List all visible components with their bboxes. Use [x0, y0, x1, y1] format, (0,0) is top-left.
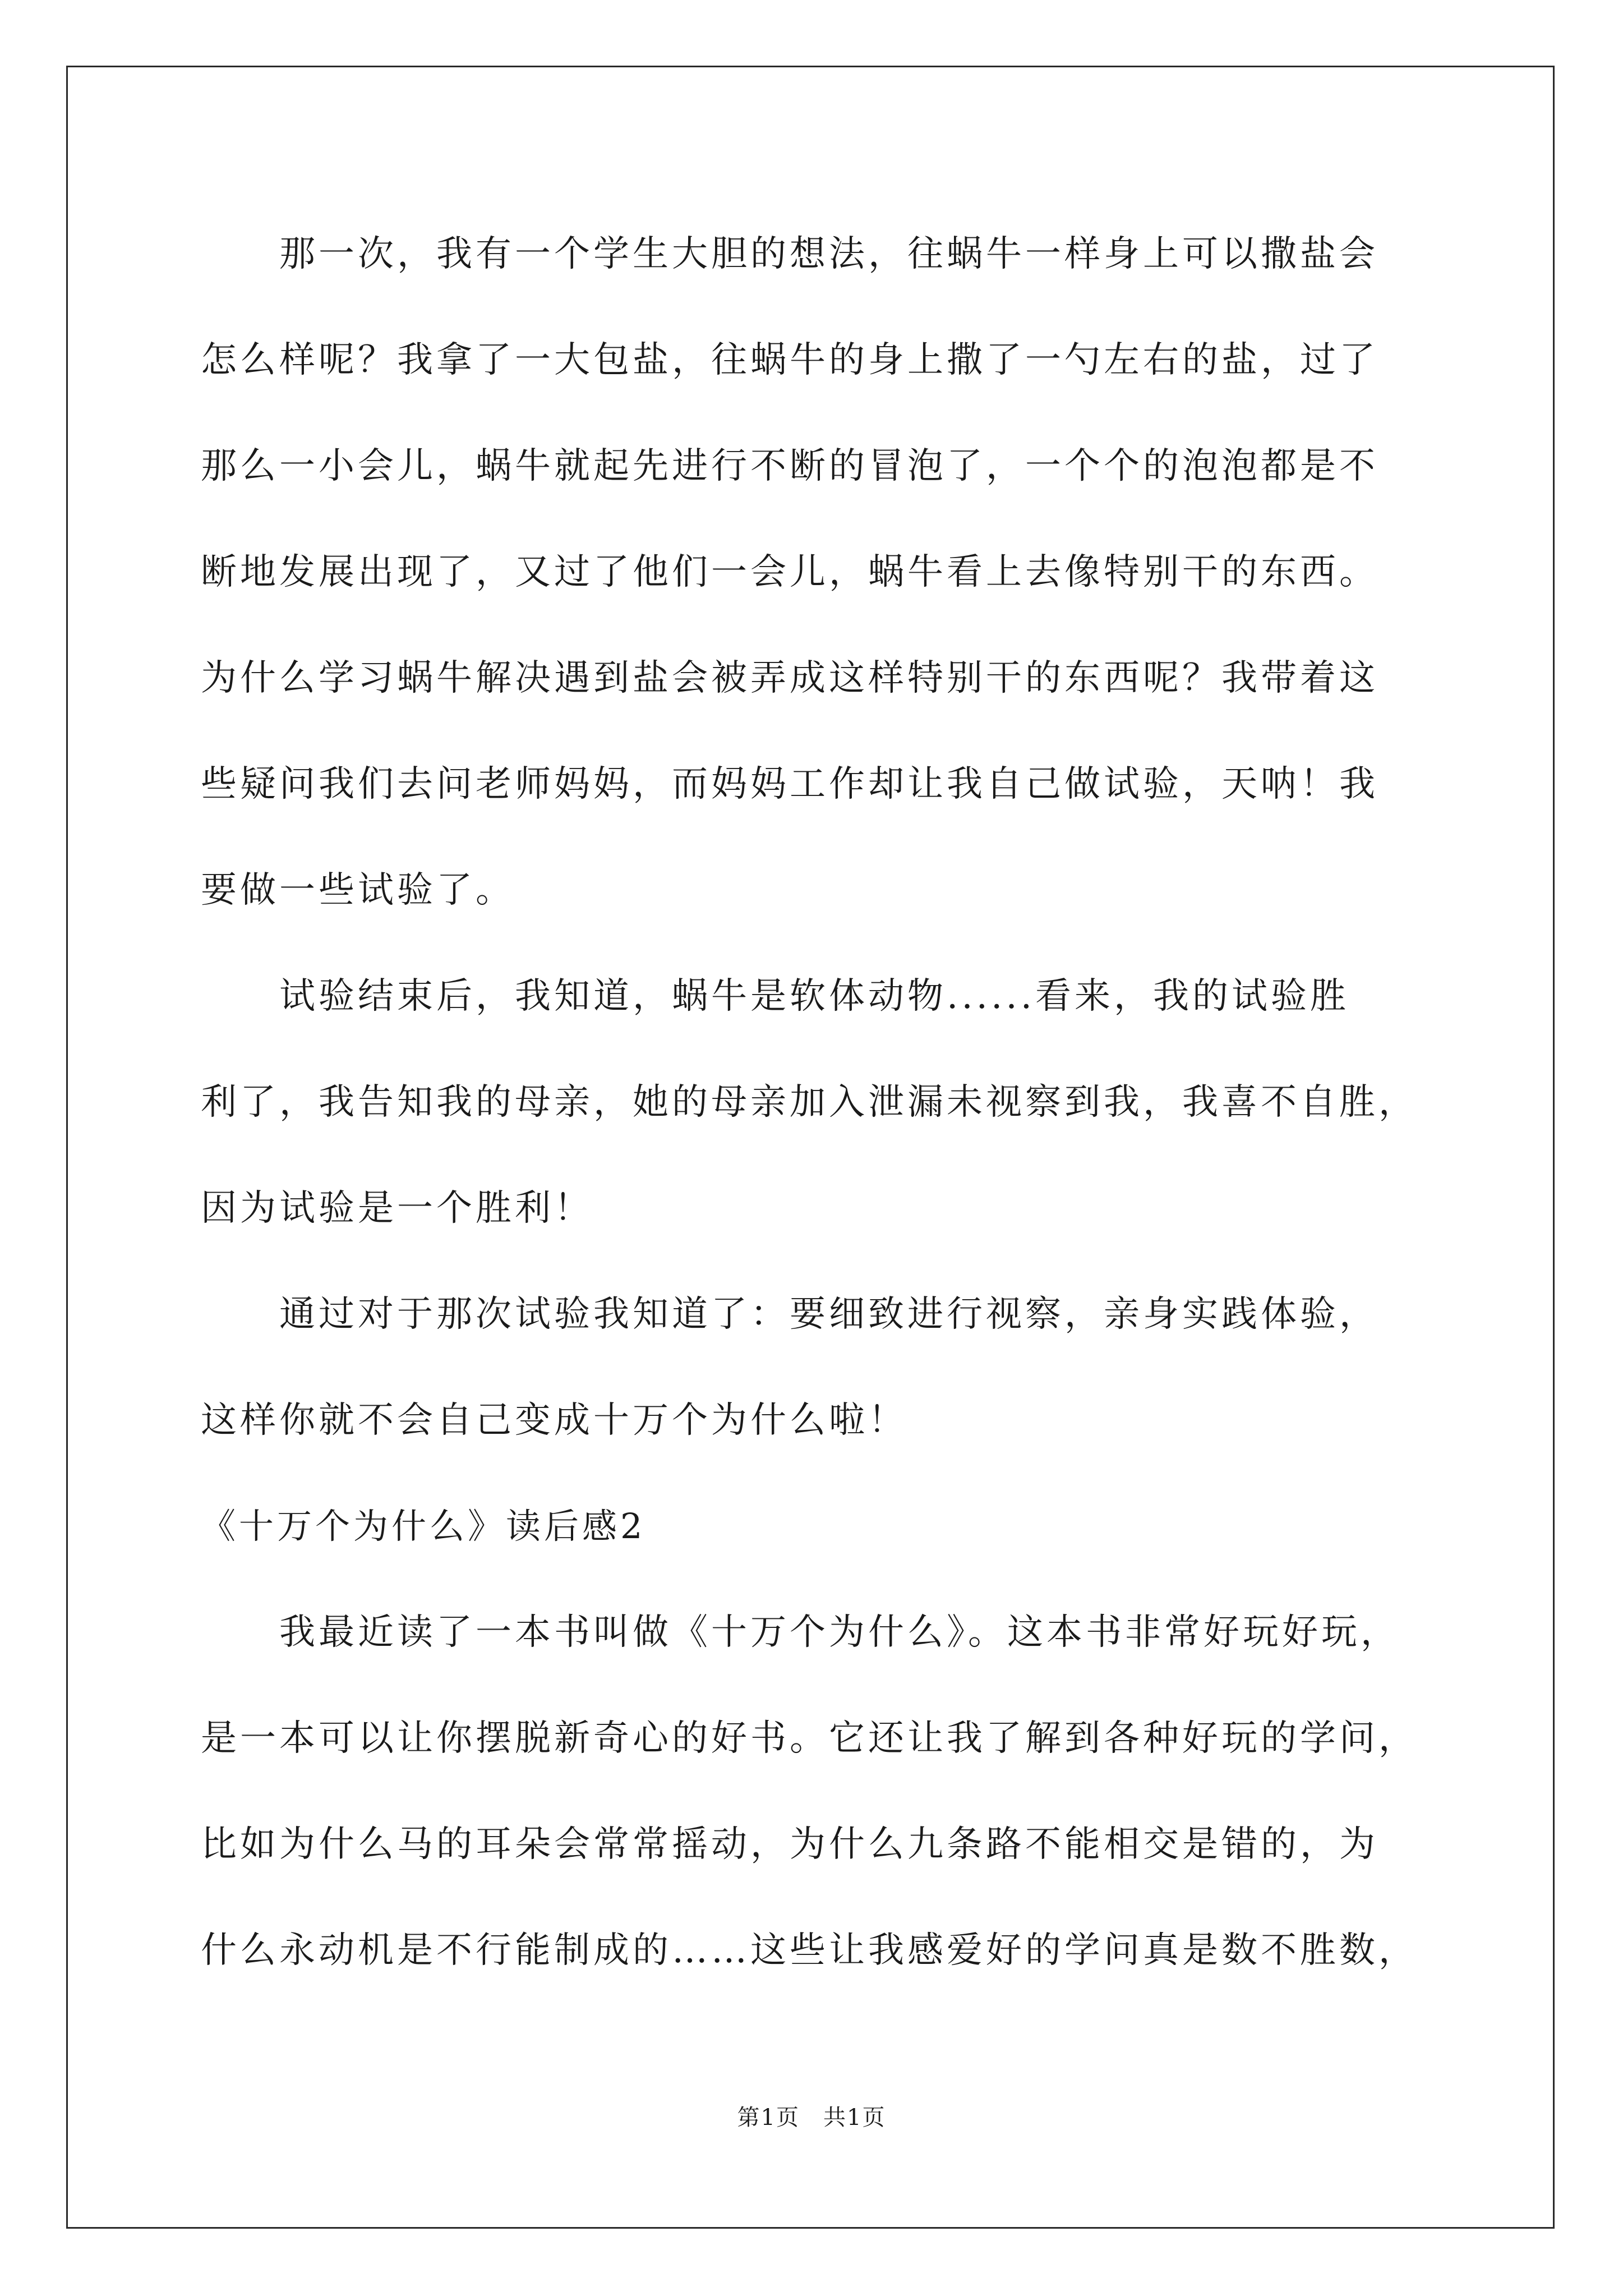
text-line: 利了，我告知我的母亲，她的母亲加入泄漏未视察到我，我喜不自胜，	[201, 1082, 1418, 1123]
page-number: 第1页 共1页	[737, 2105, 886, 2131]
text-line: 这样你就不会自己变成十万个为什么啦！	[201, 1400, 907, 1441]
text-line: 通过对于那次试验我知道了：要细致进行视察，亲身实践体验，	[279, 1294, 1378, 1335]
text-line: 是一本可以让你摆脱新奇心的好书。它还让我了解到各种好玩的学问，	[201, 1718, 1418, 1759]
text-line: 怎么样呢？我拿了一大包盐，往蜗牛的身上撒了一勺左右的盐，过了	[201, 339, 1378, 381]
text-line: 试验结束后，我知道，蜗牛是软体动物......看来，我的试验胜	[279, 976, 1350, 1017]
section-heading: 《十万个为什么》读后感2	[201, 1506, 646, 1547]
text-line: 因为试验是一个胜利！	[201, 1188, 593, 1229]
text-line: 些疑问我们去问老师妈妈，而妈妈工作却让我自己做试验，天呐！我	[201, 763, 1378, 805]
text-line: 那么一小会儿，蜗牛就起先进行不断的冒泡了，一个个的泡泡都是不	[201, 445, 1378, 487]
text-line: 断地发展出现了，又过了他们一会儿，蜗牛看上去像特别干的东西。	[201, 551, 1378, 593]
text-line: 我最近读了一本书叫做《十万个为什么》。这本书非常好玩好玩，	[279, 1612, 1400, 1653]
text-line: 什么永动机是不行能制成的……这些让我感爱好的学问真是数不胜数，	[201, 1930, 1418, 1971]
text-line: 为什么学习蜗牛解决遇到盐会被弄成这样特别干的东西呢？我带着这	[201, 657, 1378, 699]
text-line: 要做一些试验了。	[201, 869, 515, 911]
text-line: 那一次，我有一个学生大胆的想法，往蜗牛一样身上可以撒盐会	[279, 233, 1378, 275]
text-line: 比如为什么马的耳朵会常常摇动，为什么九条路不能相交是错的，为	[201, 1824, 1378, 1865]
